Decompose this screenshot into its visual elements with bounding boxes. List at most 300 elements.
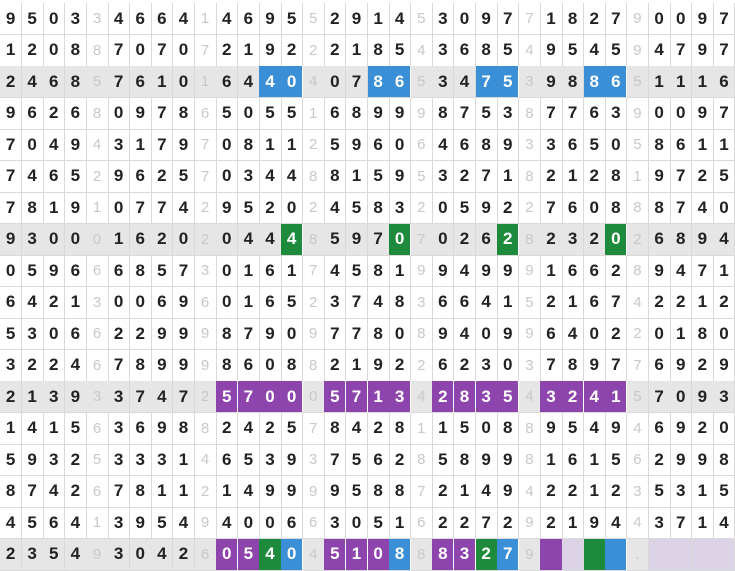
digit-cell: 0 xyxy=(216,287,238,319)
digit-cell: 8 xyxy=(65,66,87,98)
digit-cell: 5 xyxy=(497,66,519,98)
digit-cell: 1 xyxy=(692,129,714,161)
separator-digit-cell: 0 xyxy=(303,381,325,413)
digit-cell: 3 xyxy=(22,318,44,350)
digit-cell: 3 xyxy=(0,350,22,382)
digit-cell: 5 xyxy=(238,444,260,476)
separator-digit-cell: 8 xyxy=(195,413,217,445)
digit-cell: 5 xyxy=(324,539,346,571)
digit-cell: 8 xyxy=(562,66,584,98)
separator-digit-cell: 7 xyxy=(195,35,217,67)
digit-cell: 3 xyxy=(432,3,454,35)
digit-cell: 8 xyxy=(476,35,498,67)
digit-cell: 9 xyxy=(151,318,173,350)
digit-cell: 5 xyxy=(43,539,65,571)
digit-cell: 0 xyxy=(108,192,130,224)
separator-digit-cell: 9 xyxy=(519,507,541,539)
digit-cell: 2 xyxy=(0,66,22,98)
digit-cell: 6 xyxy=(584,255,606,287)
digit-cell: 8 xyxy=(368,35,390,67)
digit-cell: 9 xyxy=(476,3,498,35)
digit-cell: 8 xyxy=(130,255,152,287)
digit-cell: 4 xyxy=(0,507,22,539)
digit-cell: 3 xyxy=(108,413,130,445)
separator-digit-cell: 2 xyxy=(627,224,649,256)
separator-digit-cell: 8 xyxy=(303,224,325,256)
digit-cell: 0 xyxy=(497,350,519,382)
digit-cell: 1 xyxy=(605,381,627,413)
separator-digit-cell: 6 xyxy=(411,507,433,539)
digit-cell: 4 xyxy=(238,413,260,445)
separator-digit-cell: 4 xyxy=(519,381,541,413)
digit-cell xyxy=(692,539,714,571)
digit-cell: 9 xyxy=(649,255,671,287)
separator-digit-cell: 9 xyxy=(195,350,217,382)
digit-cell: 6 xyxy=(281,507,303,539)
digit-cell: 8 xyxy=(22,192,44,224)
digit-cell: 7 xyxy=(346,381,368,413)
separator-digit-cell: 5 xyxy=(86,444,108,476)
digit-cell: 3 xyxy=(454,539,476,571)
separator-digit-cell: 6 xyxy=(411,129,433,161)
digit-cell: 8 xyxy=(65,35,87,67)
separator-digit-cell: 1 xyxy=(195,66,217,98)
digit-cell: 3 xyxy=(432,161,454,193)
digit-cell: 9 xyxy=(259,318,281,350)
digit-cell: 5 xyxy=(324,224,346,256)
digit-cell: 1 xyxy=(389,507,411,539)
digit-cell: 0 xyxy=(216,255,238,287)
digit-cell: 1 xyxy=(389,255,411,287)
digit-cell: 5 xyxy=(22,255,44,287)
digit-cell: 7 xyxy=(605,287,627,319)
digit-cell: 5 xyxy=(216,98,238,130)
digit-cell: 8 xyxy=(281,350,303,382)
digit-cell: 8 xyxy=(476,129,498,161)
digit-cell: 2 xyxy=(324,35,346,67)
digit-cell: 1 xyxy=(281,129,303,161)
digit-cell: 9 xyxy=(0,3,22,35)
digit-cell: 8 xyxy=(368,476,390,508)
digit-cell: 8 xyxy=(389,476,411,508)
digit-cell: 5 xyxy=(432,444,454,476)
digit-cell: 8 xyxy=(389,413,411,445)
digit-cell: 2 xyxy=(476,539,498,571)
digit-cell: 1 xyxy=(692,66,714,98)
digit-cell: 6 xyxy=(43,66,65,98)
digit-cell: 4 xyxy=(389,3,411,35)
digit-cell: 7 xyxy=(108,35,130,67)
digit-cell: 2 xyxy=(108,318,130,350)
digit-cell: 2 xyxy=(22,35,44,67)
separator-digit-cell: 4 xyxy=(411,35,433,67)
digit-cell: 3 xyxy=(497,98,519,130)
digit-cell: 6 xyxy=(130,224,152,256)
separator-digit-cell: 9 xyxy=(627,98,649,130)
digit-cell: 5 xyxy=(0,318,22,350)
digit-cell: 7 xyxy=(173,255,195,287)
digit-cell: 9 xyxy=(216,192,238,224)
digit-cell: 6 xyxy=(649,350,671,382)
separator-digit-cell: 8 xyxy=(519,444,541,476)
digit-cell: 0 xyxy=(216,129,238,161)
separator-digit-cell: 6 xyxy=(86,476,108,508)
separator-digit-cell: 1 xyxy=(86,507,108,539)
separator-digit-cell: 3 xyxy=(86,381,108,413)
separator-digit-cell: 6 xyxy=(86,350,108,382)
digit-cell: 9 xyxy=(0,224,22,256)
digit-cell: 8 xyxy=(389,539,411,571)
digit-cell: 0 xyxy=(649,98,671,130)
digit-cell: 6 xyxy=(324,98,346,130)
digit-cell: 0 xyxy=(605,129,627,161)
digit-cell: 5 xyxy=(346,476,368,508)
digit-cell: 7 xyxy=(670,507,692,539)
separator-digit-cell: 3 xyxy=(86,287,108,319)
digit-cell: 2 xyxy=(173,539,195,571)
digit-cell: 2 xyxy=(22,350,44,382)
digit-cell: 6 xyxy=(65,255,87,287)
digit-cell: 6 xyxy=(368,129,390,161)
digit-cell xyxy=(584,539,606,571)
digit-cell: 8 xyxy=(216,318,238,350)
digit-cell: 8 xyxy=(432,98,454,130)
digit-cell: 8 xyxy=(670,224,692,256)
digit-cell: 1 xyxy=(497,161,519,193)
digit-cell: 3 xyxy=(324,287,346,319)
digit-cell: 1 xyxy=(259,129,281,161)
digit-cell: 8 xyxy=(130,350,152,382)
digit-cell: 8 xyxy=(692,318,714,350)
separator-digit-cell: 2 xyxy=(411,192,433,224)
digit-cell: 0 xyxy=(324,66,346,98)
digit-cell: 6 xyxy=(432,287,454,319)
digit-cell: 7 xyxy=(562,98,584,130)
digit-cell: 5 xyxy=(476,98,498,130)
digit-cell: 1 xyxy=(151,476,173,508)
digit-cell: 2 xyxy=(540,476,562,508)
digit-cell: 9 xyxy=(173,287,195,319)
digit-cell: 8 xyxy=(368,66,390,98)
digit-cell: 0 xyxy=(22,129,44,161)
digit-cell: 7 xyxy=(151,35,173,67)
digit-cell: 9 xyxy=(324,476,346,508)
separator-digit-cell: 9 xyxy=(519,255,541,287)
digit-cell: 5 xyxy=(605,35,627,67)
digit-cell: 2 xyxy=(389,350,411,382)
digit-cell: 2 xyxy=(540,161,562,193)
digit-cell: 9 xyxy=(540,66,562,98)
digit-cell: 0 xyxy=(649,3,671,35)
digit-cell xyxy=(713,539,735,571)
digit-cell: 9 xyxy=(540,413,562,445)
digit-cell: 0 xyxy=(368,539,390,571)
digit-cell: 7 xyxy=(713,35,735,67)
digit-cell: 5 xyxy=(562,35,584,67)
digit-cell: 9 xyxy=(692,444,714,476)
separator-digit-cell: 6 xyxy=(86,413,108,445)
digit-cell: 0 xyxy=(130,35,152,67)
digit-cell: 6 xyxy=(108,255,130,287)
digit-cell: 5 xyxy=(259,98,281,130)
digit-cell: 1 xyxy=(216,476,238,508)
separator-digit-cell: 9 xyxy=(195,318,217,350)
separator-digit-cell: 9 xyxy=(411,98,433,130)
digit-cell: 3 xyxy=(108,381,130,413)
digit-cell: 8 xyxy=(584,66,606,98)
digit-cell: 7 xyxy=(540,192,562,224)
digit-cell: 0 xyxy=(130,539,152,571)
separator-digit-cell: 8 xyxy=(519,161,541,193)
separator-digit-cell: 5 xyxy=(411,161,433,193)
digit-cell: 5 xyxy=(65,161,87,193)
digit-cell: 4 xyxy=(649,35,671,67)
digit-cell: 8 xyxy=(562,350,584,382)
separator-digit-cell: 8 xyxy=(519,224,541,256)
digit-cell: 1 xyxy=(173,476,195,508)
digit-cell: 4 xyxy=(65,539,87,571)
digit-cell: 8 xyxy=(605,161,627,193)
digit-cell: 0 xyxy=(346,507,368,539)
digit-cell: 9 xyxy=(130,98,152,130)
digit-cell: 9 xyxy=(346,3,368,35)
separator-digit-cell: 6 xyxy=(627,444,649,476)
digit-cell: 0 xyxy=(259,350,281,382)
digit-cell: 2 xyxy=(540,507,562,539)
digit-cell: 9 xyxy=(497,129,519,161)
digit-cell: 9 xyxy=(432,255,454,287)
digit-cell: 8 xyxy=(368,318,390,350)
separator-digit-cell: 4 xyxy=(627,413,649,445)
digit-cell: 7 xyxy=(238,318,260,350)
digit-cell: 9 xyxy=(173,350,195,382)
digit-cell: 7 xyxy=(108,350,130,382)
digit-cell: 0 xyxy=(43,35,65,67)
digit-cell: 9 xyxy=(540,35,562,67)
digit-cell: 5 xyxy=(368,161,390,193)
digit-cell: 7 xyxy=(476,161,498,193)
digit-cell xyxy=(670,539,692,571)
digit-cell: 2 xyxy=(605,476,627,508)
separator-digit-cell: 6 xyxy=(86,318,108,350)
digit-cell: 2 xyxy=(324,350,346,382)
digit-cell: 7 xyxy=(692,255,714,287)
digit-cell: 6 xyxy=(454,35,476,67)
digit-cell: 1 xyxy=(692,476,714,508)
digit-cell: 4 xyxy=(108,3,130,35)
digit-cell: 9 xyxy=(605,413,627,445)
digit-cell: 7 xyxy=(151,98,173,130)
digit-cell: 2 xyxy=(540,287,562,319)
digit-cell: 9 xyxy=(692,381,714,413)
digit-cell: 5 xyxy=(324,129,346,161)
digit-cell: 1 xyxy=(713,255,735,287)
digit-cell: 0 xyxy=(173,66,195,98)
digit-cell: 7 xyxy=(151,192,173,224)
digit-cell: 4 xyxy=(151,381,173,413)
digit-cell: 8 xyxy=(324,413,346,445)
digit-cell: 1 xyxy=(562,161,584,193)
digit-cell: 9 xyxy=(389,98,411,130)
digit-cell: 0 xyxy=(389,129,411,161)
digit-cell: 6 xyxy=(43,507,65,539)
digit-cell: 2 xyxy=(281,35,303,67)
digit-cell: 2 xyxy=(389,444,411,476)
digit-cell: 7 xyxy=(346,66,368,98)
digit-cell: 4 xyxy=(65,507,87,539)
separator-digit-cell: 4 xyxy=(411,381,433,413)
digit-cell: 0 xyxy=(216,224,238,256)
digit-cell: 0 xyxy=(216,539,238,571)
digit-cell: 2 xyxy=(497,507,519,539)
digit-cell: 9 xyxy=(670,444,692,476)
digit-cell: 4 xyxy=(713,507,735,539)
digit-cell: 0 xyxy=(259,507,281,539)
separator-digit-cell: 9 xyxy=(195,507,217,539)
digit-cell: 1 xyxy=(692,507,714,539)
separator-digit-cell: 0 xyxy=(86,224,108,256)
digit-cell: 7 xyxy=(670,192,692,224)
separator-digit-cell: 7 xyxy=(519,3,541,35)
digit-cell: 0 xyxy=(43,224,65,256)
digit-cell: 4 xyxy=(584,35,606,67)
digit-cell: 9 xyxy=(497,476,519,508)
separator-digit-cell: 7 xyxy=(303,255,325,287)
digit-cell: 6 xyxy=(584,98,606,130)
digit-cell: 3 xyxy=(108,539,130,571)
digit-cell: 4 xyxy=(259,539,281,571)
digit-cell: 9 xyxy=(497,255,519,287)
digit-cell: 3 xyxy=(389,192,411,224)
separator-digit-cell: 6 xyxy=(195,98,217,130)
digit-cell: 2 xyxy=(454,224,476,256)
digit-cell: 9 xyxy=(151,413,173,445)
separator-digit-cell: 1 xyxy=(303,98,325,130)
digit-cell: 9 xyxy=(670,350,692,382)
digit-cell: 1 xyxy=(584,444,606,476)
digit-cell: 0 xyxy=(713,192,735,224)
digit-cell: 9 xyxy=(65,129,87,161)
digit-cell: 2 xyxy=(151,161,173,193)
separator-digit-cell: 7 xyxy=(627,350,649,382)
separator-digit-cell: 2 xyxy=(627,318,649,350)
digit-cell: 6 xyxy=(238,350,260,382)
digit-cell: 7 xyxy=(108,66,130,98)
digit-cell: 0 xyxy=(130,287,152,319)
digit-cell: 4 xyxy=(22,413,44,445)
digit-cell: 3 xyxy=(324,507,346,539)
digit-cell: 1 xyxy=(65,287,87,319)
digit-cell: 4 xyxy=(43,476,65,508)
digit-cell: 7 xyxy=(497,539,519,571)
digit-cell: 0 xyxy=(670,98,692,130)
separator-digit-cell: 5 xyxy=(411,66,433,98)
digit-cell: 0 xyxy=(713,413,735,445)
digit-cell xyxy=(540,539,562,571)
digit-cell: 4 xyxy=(238,224,260,256)
digit-cell: 5 xyxy=(389,35,411,67)
digit-cell: 8 xyxy=(605,192,627,224)
digit-cell: 9 xyxy=(692,35,714,67)
digit-cell: 9 xyxy=(65,381,87,413)
digit-cell: 4 xyxy=(368,287,390,319)
digit-cell: 9 xyxy=(713,350,735,382)
separator-digit-cell: 5 xyxy=(627,381,649,413)
digit-cell: 6 xyxy=(368,444,390,476)
digit-cell: 5 xyxy=(497,35,519,67)
digit-cell: 7 xyxy=(173,381,195,413)
digit-cell: 9 xyxy=(368,350,390,382)
digit-cell: 1 xyxy=(43,413,65,445)
digit-cell: 7 xyxy=(346,318,368,350)
separator-digit-cell: 3 xyxy=(303,444,325,476)
digit-cell: 6 xyxy=(605,66,627,98)
digit-cell: 1 xyxy=(108,224,130,256)
separator-digit-cell: 4 xyxy=(519,35,541,67)
digit-cell: 6 xyxy=(649,413,671,445)
digit-cell: 8 xyxy=(562,3,584,35)
digit-cell: 4 xyxy=(238,476,260,508)
separator-digit-cell: 6 xyxy=(86,255,108,287)
digit-cell: 2 xyxy=(649,444,671,476)
digit-cell: 0 xyxy=(584,192,606,224)
digit-cell: 0 xyxy=(281,66,303,98)
digit-cell: 2 xyxy=(130,318,152,350)
digit-cell: 0 xyxy=(281,381,303,413)
digit-cell: 4 xyxy=(692,192,714,224)
digit-cell: 0 xyxy=(281,192,303,224)
digit-cell: 1 xyxy=(670,66,692,98)
digit-cell: 2 xyxy=(497,192,519,224)
digit-cell: 8 xyxy=(389,287,411,319)
digit-cell: 9 xyxy=(281,444,303,476)
separator-digit-cell: 6 xyxy=(195,287,217,319)
separator-digit-cell: 3 xyxy=(519,66,541,98)
digit-cell: 6 xyxy=(43,161,65,193)
digit-cell: 4 xyxy=(454,255,476,287)
digit-cell: 9 xyxy=(22,444,44,476)
digit-cell: 4 xyxy=(476,287,498,319)
digit-cell: 0 xyxy=(476,413,498,445)
digit-cell: 6 xyxy=(0,287,22,319)
digit-cell: 5 xyxy=(22,507,44,539)
separator-digit-cell: 8 xyxy=(627,192,649,224)
digit-cell: 5 xyxy=(151,255,173,287)
digit-cell: 1 xyxy=(497,287,519,319)
digit-cell: 5 xyxy=(605,444,627,476)
digit-cell: 5 xyxy=(584,129,606,161)
digit-cell: 9 xyxy=(649,161,671,193)
digit-cell: 9 xyxy=(368,98,390,130)
digit-cell: 6 xyxy=(562,129,584,161)
digit-cell: 9 xyxy=(497,444,519,476)
separator-digit-cell: 2 xyxy=(195,381,217,413)
digit-cell: 6 xyxy=(130,66,152,98)
digit-cell: 5 xyxy=(238,539,260,571)
digit-cell: 2 xyxy=(584,3,606,35)
digit-cell: 0 xyxy=(281,318,303,350)
digit-cell: 9 xyxy=(692,98,714,130)
separator-digit-cell: 7 xyxy=(411,476,433,508)
separator-digit-cell: 2 xyxy=(303,287,325,319)
digit-cell: 8 xyxy=(346,98,368,130)
separator-digit-cell: 9 xyxy=(303,318,325,350)
digit-cell: 6 xyxy=(65,318,87,350)
digit-cell: 5 xyxy=(346,255,368,287)
digit-cell: 6 xyxy=(713,66,735,98)
digit-cell: 2 xyxy=(43,350,65,382)
digit-cell: 9 xyxy=(670,413,692,445)
